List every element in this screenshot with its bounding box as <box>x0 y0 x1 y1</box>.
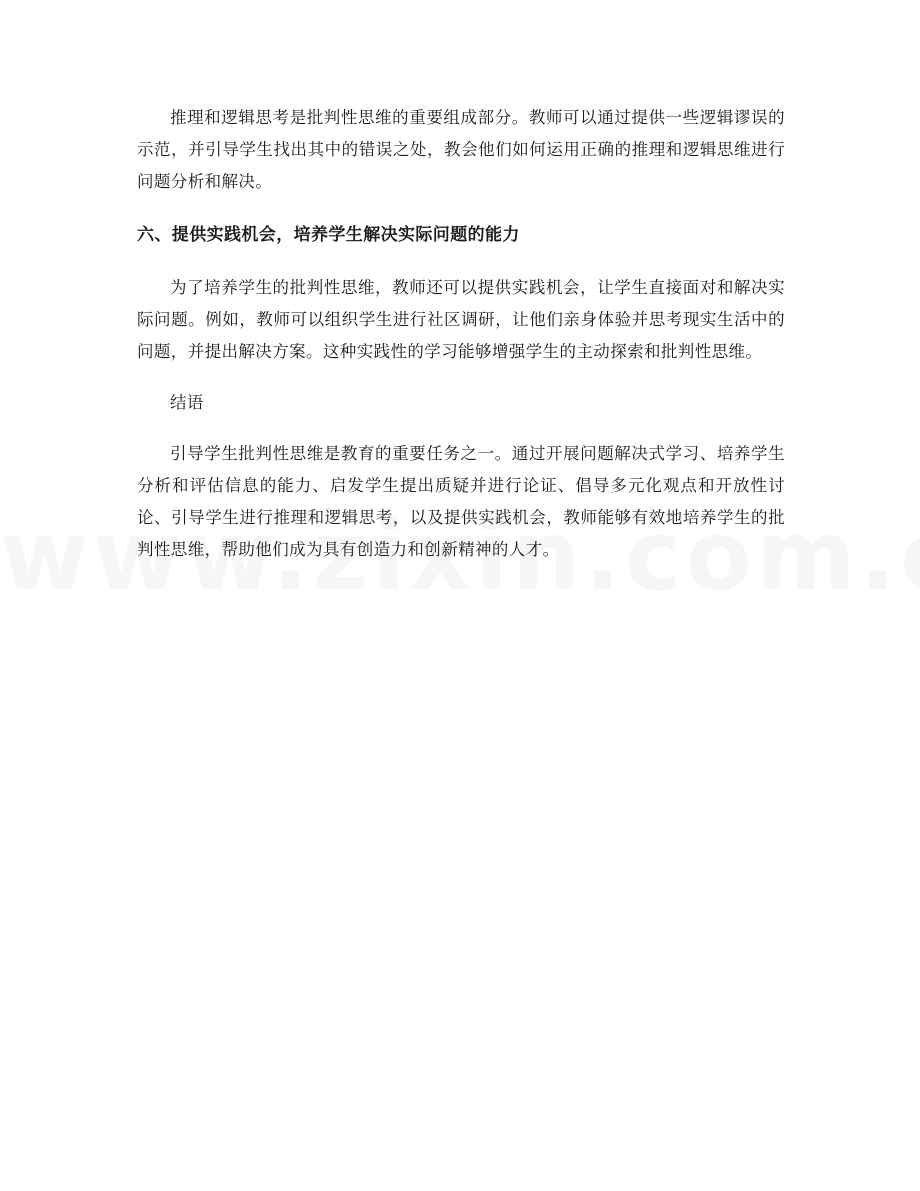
paragraph-reasoning: 推理和逻辑思考是批判性思维的重要组成部分。教师可以通过提供一些逻辑谬误的示范，并引导学生找出其中的错误之处，教会他们如何运用正确的推理和逻辑思维进行问题分析和解决。 <box>137 108 785 191</box>
document-body <box>137 102 785 566</box>
paragraph-practice: 为了培养学生的批判性思维，教师还可以提供实践机会，让学生直接面对和解决实际问题。例如，教师可以组织学生进行社区调研，让他们亲身体验并思考现实生活中的问题，并提出解决方案。这种实践性的学习能够增强学生的主动探索和批判性思维。 <box>137 278 785 361</box>
section-heading-six: 六、提供实践机会，培养学生解决实际问题的能力 <box>137 225 520 245</box>
conclusion-label: 结语 <box>170 393 204 412</box>
paragraph-conclusion: 引导学生批判性思维是教育的重要任务之一。通过开展问题解决式学习、培养学生分析和评估信息的能力、启发学生提出质疑并进行论证、倡导多元化观点和开放性讨论、引导学生进行推理和逻辑思考，以及提供实践机会，教师能够有效地培养学生的批判性思维，帮助他们成为具有创造力和创新精神的人才。 <box>137 444 785 559</box>
